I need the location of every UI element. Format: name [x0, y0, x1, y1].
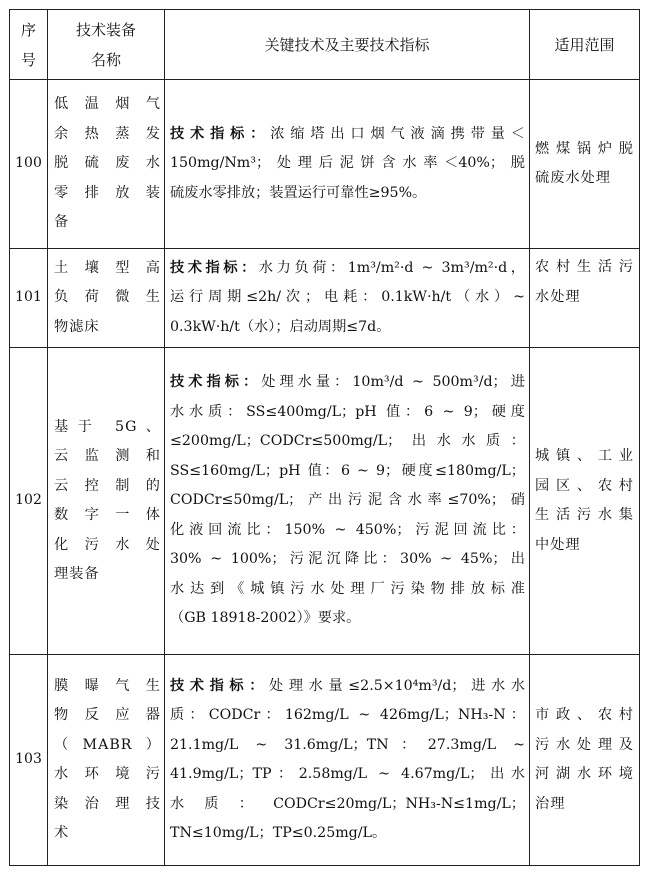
name-line: 数字一体	[54, 507, 161, 523]
spec-line: 运行周期≤2h/次；电耗：0.1kW·h/t（水）~	[170, 289, 525, 306]
spec-line: 30% ~ 100%；污泥沉降比：30% ~ 45%；出	[170, 551, 525, 568]
name-line: 化污水处	[54, 536, 161, 553]
name-line: （MABR）	[54, 736, 161, 753]
header-equipment	[48, 10, 165, 80]
spec-line: 水达到《城镇污水处理厂污染物排放标准	[170, 580, 525, 597]
spec-label: 技术指标：	[170, 677, 270, 694]
scope-line: 河湖水环境	[535, 766, 634, 782]
spec-line: TN≤10mg/L；TP≤0.25mg/L。	[170, 825, 387, 841]
scope-cell	[530, 348, 640, 655]
name-line: 负荷微生	[54, 289, 161, 306]
spec-line: 水水质：SS≤400mg/L；pH 值：6 ~ 9；硬度	[170, 403, 525, 420]
spec-line: 21.1mg/L ~ 31.6mg/L；TN：27.3mg/L ~	[170, 736, 525, 753]
row-index: 102	[10, 348, 48, 655]
scope-line: 燃煤锅炉脱	[535, 140, 634, 157]
spec-line	[170, 368, 525, 398]
name-line: 零排放装	[54, 184, 161, 201]
spec-label: 技术指标：	[170, 374, 262, 391]
spec-line	[170, 672, 525, 702]
spec-text: 处理水量≤2.5×10⁴m³/d；进水水	[269, 677, 525, 694]
scope-line: 硫废水处理	[535, 170, 611, 186]
header-index-line: 号	[20, 50, 36, 69]
scope-line: 治理	[535, 795, 566, 812]
spec-label: 技术指标：	[170, 259, 259, 276]
spec-text: 浓缩塔出口烟气液滴携带量＜	[270, 125, 525, 142]
row-index: 103	[10, 655, 48, 866]
spec-cell	[165, 655, 530, 866]
table-row	[10, 249, 640, 348]
spec-line: SS≤160mg/L；pH 值：6 ~ 9；硬度≤180mg/L；	[170, 462, 525, 479]
scope-cell	[530, 249, 640, 348]
header-index-line: 序	[20, 20, 36, 39]
header-scope: 适用范围	[530, 10, 640, 80]
spec-line: 0.3kW·h/t（水）；启动周期≤7d。	[170, 318, 391, 335]
name-line: 基于 5G、	[54, 418, 161, 435]
spec-line	[170, 120, 525, 150]
equipment-name	[48, 249, 165, 348]
scope-line: 中处理	[535, 536, 581, 553]
header-spec: 关键技术及主要技术指标	[165, 10, 530, 80]
name-line: 物反应器	[54, 707, 161, 723]
row-index: 101	[10, 249, 48, 348]
name-line: 物滤床	[54, 318, 100, 335]
scope-line: 生活污水集	[535, 507, 634, 523]
scope-line: 园区、农村	[535, 477, 634, 494]
name-line: 膜曝气生	[54, 677, 161, 694]
name-line: 土壤型高	[54, 259, 161, 276]
header-equipment-line: 技术装备	[75, 20, 136, 39]
name-line: 云监测和	[54, 448, 161, 464]
equipment-name	[48, 348, 165, 655]
name-line: 脱硫废水	[54, 155, 161, 172]
name-line: 水环境污	[54, 766, 161, 782]
scope-cell	[530, 80, 640, 249]
name-line: 云控制的	[54, 477, 161, 494]
header-equipment-line: 名称	[90, 50, 121, 69]
spec-line: 水质：CODCr≤20mg/L；NH₃-N≤1mg/L；	[170, 795, 525, 812]
spec-line: 硫废水零排放；装置运行可靠性≥95%。	[170, 184, 427, 201]
name-line: 备	[54, 214, 70, 231]
spec-line: 化液回流比：150% ~ 450%；污泥回流比：	[170, 521, 525, 538]
table-row	[10, 348, 640, 655]
scope-line: 农村生活污	[535, 259, 634, 275]
scope-line: 水处理	[535, 288, 581, 305]
spec-line: ≤200mg/L；CODCr≤500mg/L；出水水质：	[170, 433, 525, 450]
header-row	[10, 10, 640, 80]
spec-cell	[165, 249, 530, 348]
spec-cell	[165, 80, 530, 249]
scope-line: 城镇、工业	[535, 448, 634, 464]
table-row	[10, 655, 640, 866]
spec-line	[170, 254, 525, 284]
spec-cell	[165, 348, 530, 655]
name-line: 理装备	[54, 566, 100, 582]
scope-line: 污水处理及	[535, 736, 634, 753]
spec-line: 质：CODCr：162mg/L ~ 426mg/L；NH₃-N：	[170, 707, 525, 723]
spec-label: 技术指标：	[170, 125, 271, 142]
scope-line: 市政、农村	[535, 707, 634, 723]
spec-line: CODCr≤50mg/L；产出污泥含水率≤70%；硝	[170, 492, 525, 509]
scope-cell	[530, 655, 640, 866]
row-index: 100	[10, 80, 48, 249]
spec-text: 水力负荷：1m³/m²·d ~ 3m³/m²·d，	[258, 259, 525, 276]
name-line: 术	[54, 825, 70, 841]
equipment-name	[48, 655, 165, 866]
spec-line: （GB 18918-2002）》要求。	[170, 610, 361, 627]
spec-line: 150mg/Nm³；处理后泥饼含水率＜40%；脱	[170, 155, 525, 172]
equipment-table	[9, 9, 640, 866]
table-row	[10, 80, 640, 249]
name-line: 余热蒸发	[54, 125, 161, 142]
name-line: 低温烟气	[54, 96, 161, 113]
spec-line: 41.9mg/L；TP：2.58mg/L ~ 4.67mg/L；出水	[170, 766, 525, 782]
name-line: 染治理技	[54, 795, 161, 812]
header-index	[10, 10, 48, 80]
equipment-name	[48, 80, 165, 249]
spec-text: 处理水量：10m³/d ~ 500m³/d；进	[261, 374, 525, 391]
